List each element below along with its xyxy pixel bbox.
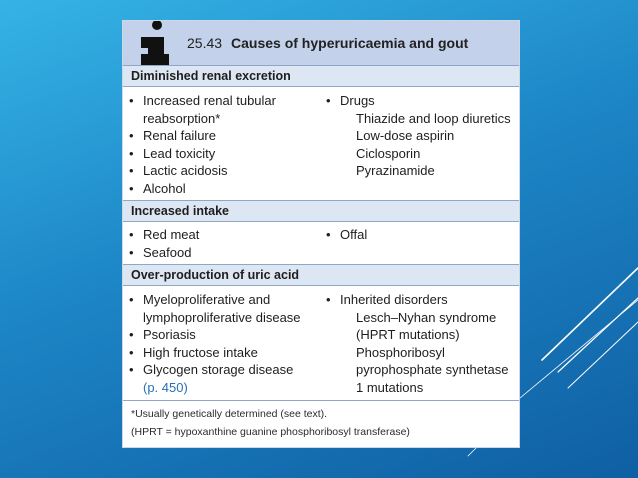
list-subitem: Ciclosporin xyxy=(356,145,421,161)
section-heading-label: Increased intake xyxy=(131,204,229,218)
list-subitem: 1 mutations xyxy=(356,379,424,395)
list-item: • Lactic acidosis xyxy=(127,162,276,180)
info-icon xyxy=(137,21,173,65)
footnote: *Usually genetically determined (see text). xyxy=(131,408,328,420)
section-left-column xyxy=(127,226,199,261)
section-left-column xyxy=(127,291,301,396)
list-subitem: Low-dose aspirin xyxy=(356,128,455,143)
list-subitem: pyrophosphate synthetase xyxy=(356,362,509,377)
table-title: Causes of hyperuricaemia and gout xyxy=(231,35,469,51)
table-number: 25.43 xyxy=(187,35,223,51)
table-footnotes xyxy=(123,400,519,448)
list-item: • Psoriasis xyxy=(127,326,301,344)
section-right-column xyxy=(324,226,367,244)
list-item: • Offal xyxy=(324,226,367,244)
list-subitem: Pyrazinamide xyxy=(356,163,435,178)
section-heading xyxy=(123,65,519,87)
list-subitem: (HPRT mutations) xyxy=(356,327,460,342)
section-heading xyxy=(123,200,519,222)
list-item: • Glycogen storage disease xyxy=(127,361,301,379)
section-heading-label: Over-production of uric acid xyxy=(131,268,300,282)
footnote: (HPRT = hypoxanthine guanine phosphoribosyl transferase) xyxy=(131,426,410,438)
table-card xyxy=(122,20,520,448)
section-right-column xyxy=(324,92,511,180)
list-item-continuation: lymphoproliferative disease xyxy=(143,309,301,325)
page-reference-link[interactable]: (p. 450) xyxy=(143,379,188,395)
list-item: • High fructose intake xyxy=(127,344,301,362)
list-item: • Red meat xyxy=(127,226,199,244)
list-item: • Lead toxicity xyxy=(127,145,276,163)
list-item: • Increased renal tubular xyxy=(127,92,276,110)
table-title-bar xyxy=(123,21,519,65)
list-item: • Inherited disorders xyxy=(324,291,509,309)
list-item-continuation: reabsorption* xyxy=(143,110,221,126)
section-left-column xyxy=(127,92,276,197)
list-subitem: Lesch–Nyhan syndrome xyxy=(356,309,497,325)
list-subitem: Thiazide and loop diuretics xyxy=(356,110,511,126)
section-right-column xyxy=(324,291,509,396)
list-item: • Drugs xyxy=(324,92,511,110)
list-subitem: Phosphoribosyl xyxy=(356,344,445,360)
section-heading xyxy=(123,264,519,286)
list-item: • Seafood xyxy=(127,244,199,262)
list-item: • Myeloproliferative and xyxy=(127,291,301,309)
list-item: • Alcohol xyxy=(127,180,276,198)
section-heading-label: Diminished renal excretion xyxy=(131,69,291,83)
list-item: • Renal failure xyxy=(127,127,276,145)
